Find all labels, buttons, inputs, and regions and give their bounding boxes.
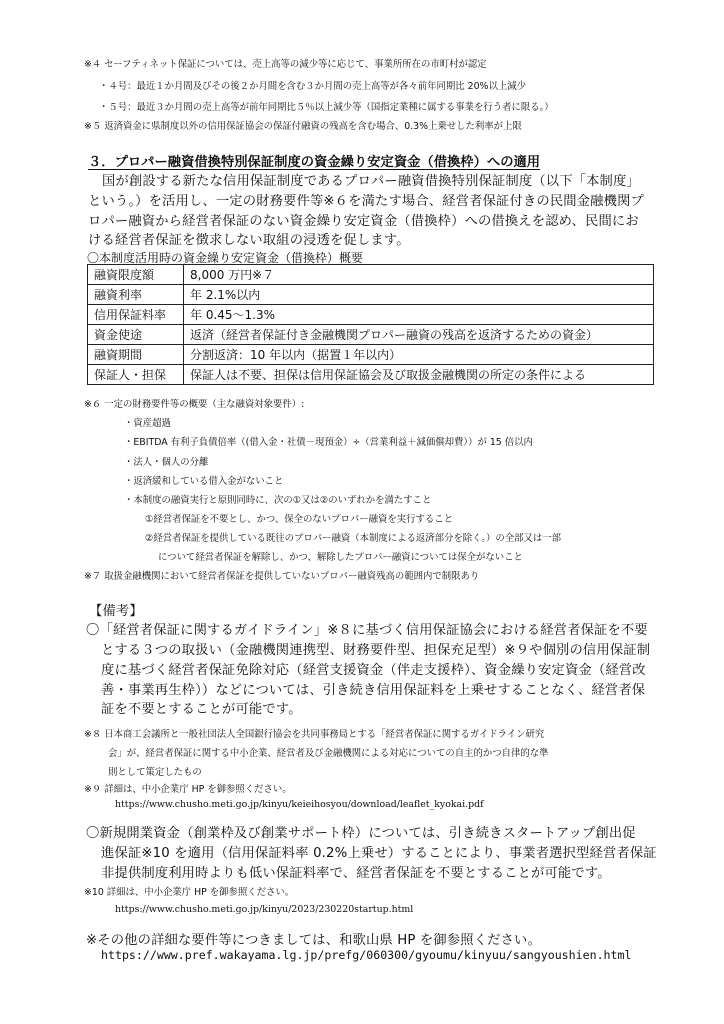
- note-4-item-4: ・４号：最近１か月間及びその後２か月間を含む３か月間の売上高等が各々前年同期比 20%以上減少: [99, 81, 526, 92]
- note-6-sub-2-line-1: ②経営者保証を提供している既往のプロパー融資（本制度による返済部分を除く。）の全部又は一部: [145, 533, 562, 544]
- table-row: [88, 305, 654, 325]
- table-label: 融資限度額: [88, 265, 184, 285]
- table-label: 保証人・担保: [88, 365, 184, 385]
- remarks-block-1-line-3: 度に基づく経営者保証免除対応（経営支援資金（伴走支援枠）、資金繰り安定資金（経営改: [101, 663, 646, 678]
- table-value: 年 2.1%以内: [184, 285, 654, 305]
- remarks-block-1-line-2: とする３つの取扱い（金融機関連携型、財務要件型、担保充足型）※９や個別の信用保証制: [101, 643, 651, 658]
- section-3-para-line-1: 国が創設する新たな信用保証制度であるプロパー融資借換特別保証制度（以下「本制度」: [102, 174, 640, 189]
- note-8-line-2: 会」が、経営者保証に関する中小企業、経営者及び金融機関による対応についての自主的かつ自律的な準: [108, 748, 549, 759]
- remarks-block-1-line-4: 善・事業再生枠））などについては、引き続き信用保証料を上乗せすることなく、経営者保: [101, 683, 646, 698]
- note-6-title: ※６ 一定の財務要件等の概要（主な融資対象要件）:: [84, 399, 305, 410]
- remarks-block-1-line-1: 〇「経営者保証に関するガイドライン」※８に基づく信用保証協会における経営者保証を不要: [86, 623, 648, 638]
- table-row: [88, 285, 654, 305]
- table-value: 保証人は不要、担保は信用保証協会及び取扱金融機関の所定の条件による: [184, 365, 654, 385]
- note-5: ※５ 返済資金に県制度以外の信用保証協会の保証付融資の残高を含む場合、0.3%上乗せした利率が上限: [84, 121, 522, 132]
- table-row: [88, 265, 654, 285]
- table-row: [88, 325, 654, 345]
- note-6-item: ・返済緩和している借入金がないこと: [124, 476, 284, 487]
- note-8-line-1: ※８ 日本商工会議所と一般社団法人全国銀行協会を共同事務局とする「経営者保証に関するガイドライン研究: [84, 729, 545, 740]
- note-10-url-link[interactable]: https://www.chusho.meti.go.jp/kinyu/2023/230220startup.html: [115, 904, 414, 915]
- note-8-line-3: 則として策定したもの: [108, 767, 202, 778]
- table-label: 融資利率: [88, 285, 184, 305]
- table-row: [88, 345, 654, 365]
- section-3-para-line-2: という。）を活用し、一定の財務要件等※６を満たす場合、経営者保証付きの民間金融機関プ: [88, 194, 644, 209]
- table-label: 信用保証料率: [88, 305, 184, 325]
- footer-text: ※その他の詳細な要件等につきましては、和歌山県 HP を御参照ください。: [86, 933, 541, 948]
- table-title: 〇本制度活用時の資金繰り安定資金（借換枠）概要: [87, 251, 364, 265]
- note-4-item-5: ・５号：最近３か月間の売上高等が前年同期比５％以上減少等（国指定業種に属する事業を行う者に限る。）: [99, 102, 554, 113]
- table-row: [88, 365, 654, 385]
- note-6-item: ・資産超過: [124, 418, 171, 429]
- table-value: 返済（経営者保証付き金融機関プロパー融資の残高を返済するための資金）: [184, 325, 654, 345]
- remarks-heading: 【備考】: [89, 604, 143, 619]
- section-3-heading: ３．プロパー融資借換特別保証制度の資金繰り安定資金（借換枠）への適用: [88, 155, 541, 170]
- note-6-item: ・EBITDA 有利子負債倍率（(借入金・社債－現預金）÷（営業利益＋減価償却費））が 15 倍以内: [124, 437, 533, 448]
- loan-summary-table: [87, 264, 654, 385]
- note-6-sub-2-line-2: について経営者保証を解除し、かつ、解除したプロパー融資については保全がないこと: [158, 552, 523, 563]
- note-6-sub-1: ①経営者保証を不要とし、かつ、保全のないプロパー融資を実行すること: [145, 514, 454, 525]
- note-10: ※10 詳細は、中小企業庁 HP を御参照ください。: [84, 887, 295, 898]
- remarks-block-2-line-2: 進保証※10 を適用（信用保証料率 0.2%上乗せ）することにより、事業者選択型経営者保証: [101, 846, 657, 861]
- note-7: ※７ 取扱金融機関において経営者保証を提供していないプロパー融資残高の範囲内で制限あり: [84, 571, 480, 582]
- remarks-block-1-line-5: 証を不要とすることが可能です。: [101, 702, 302, 717]
- note-9: ※９ 詳細は、中小企業庁 HP を御参照ください。: [84, 784, 292, 795]
- note-9-url-link[interactable]: https://www.chusho.meti.go.jp/kinyu/keieihosyou/download/leaflet_kyokai.pdf: [115, 799, 484, 810]
- table-label: 資金使途: [88, 325, 184, 345]
- remarks-block-2-line-3: 非提供制度利用時よりも低い保証料率で、経営者保証を不要とすることが可能です。: [101, 866, 611, 881]
- remarks-block-2-line-1: 〇新規開業資金（創業枠及び創業サポート枠）については、引き続きスタートアップ創出促: [86, 826, 636, 841]
- table-value: 8,000 万円※７: [184, 265, 654, 285]
- table-value: 年 0.45〜1.3%: [184, 305, 654, 325]
- note-4: ※４ セーフティネット保証については、売上高等の減少等に応じて、事業所所在の市町村が認定: [84, 59, 487, 70]
- note-6-item: ・法人・個人の分離: [124, 457, 209, 468]
- section-3-para-line-3: ロパー融資から経営者保証のない資金繰り安定資金（借換枠）への借換えを認め、民間にお: [88, 214, 639, 229]
- table-label: 融資期間: [88, 345, 184, 365]
- section-3-para-line-4: ける経営者保証を徴求しない取組の浸透を促します。: [88, 233, 410, 248]
- note-6-item: ・本制度の融資実行と原則同時に、次の①又は②のいずれかを満たすこと: [124, 495, 432, 506]
- footer-url-link[interactable]: https://www.pref.wakayama.lg.jp/prefg/060300/gyoumu/kinyuu/sangyoushien.html: [101, 948, 632, 962]
- table-value: 分割返済：10 年以内（据置１年以内）: [184, 345, 654, 365]
